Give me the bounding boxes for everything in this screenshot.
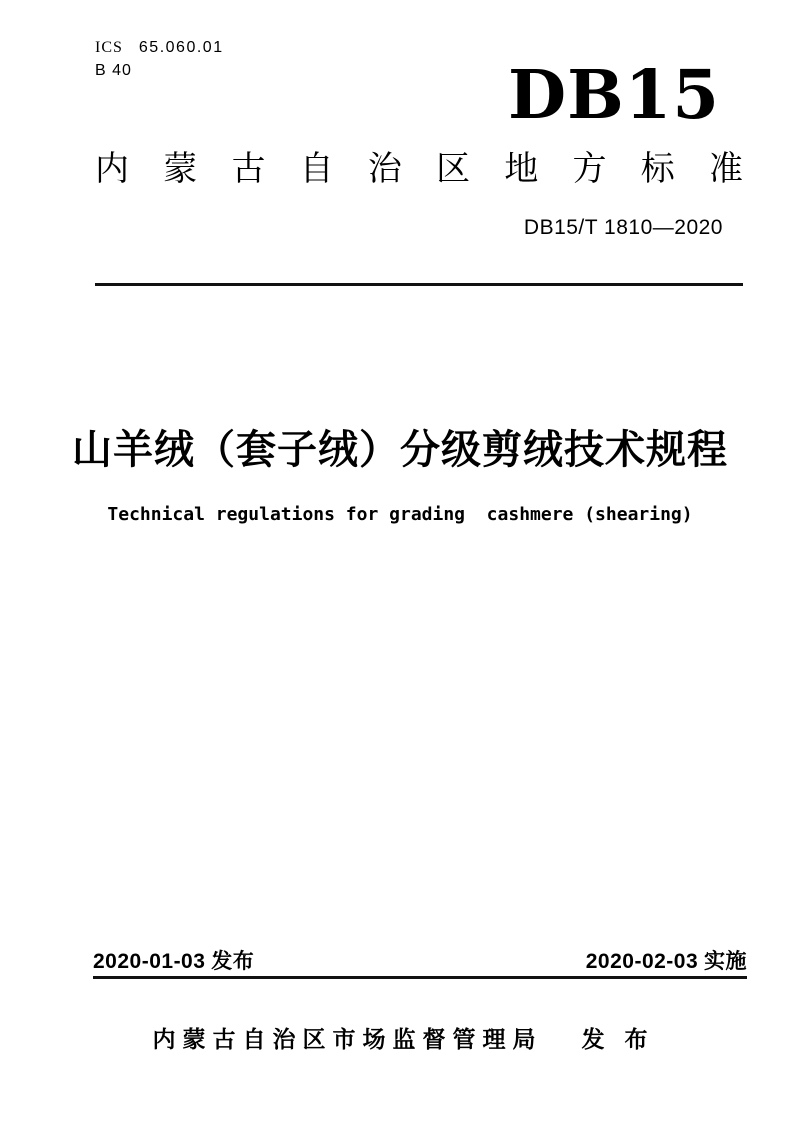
issue-date [93,950,254,973]
dates-row [93,950,747,973]
header-divider-rule [95,283,743,286]
publisher-line [0,1026,800,1054]
implementation-date-label: 实施 [704,950,747,973]
publisher-name: 内蒙古自治区市场监督管理局 [152,1026,543,1052]
implementation-date [586,950,747,973]
standard-type-heading: 内 蒙 古 自 治 区 地 方 标 准 [95,150,743,188]
publish-label: 发布 [581,1026,668,1052]
ics-code: 65.060.01 [138,39,224,56]
classification-code: B 40 [95,62,132,79]
implementation-date-value: 2020-02-03 [585,950,699,973]
english-title: Technical regulations for grading cashmere (shearing) [107,504,693,525]
footer-divider-rule [93,976,747,979]
ics-label: ICS [95,39,123,56]
main-title: 山羊绒（套子绒）分级剪绒技术规程 [72,428,728,472]
issue-date-label: 发布 [211,950,255,973]
issue-date-value: 2020-01-03 [93,950,206,973]
ics-line [95,36,224,59]
doc-number: DB15/T 1810—2020 [523,216,723,239]
db15-logo: DB15 [508,55,720,134]
ics-block [95,36,224,82]
